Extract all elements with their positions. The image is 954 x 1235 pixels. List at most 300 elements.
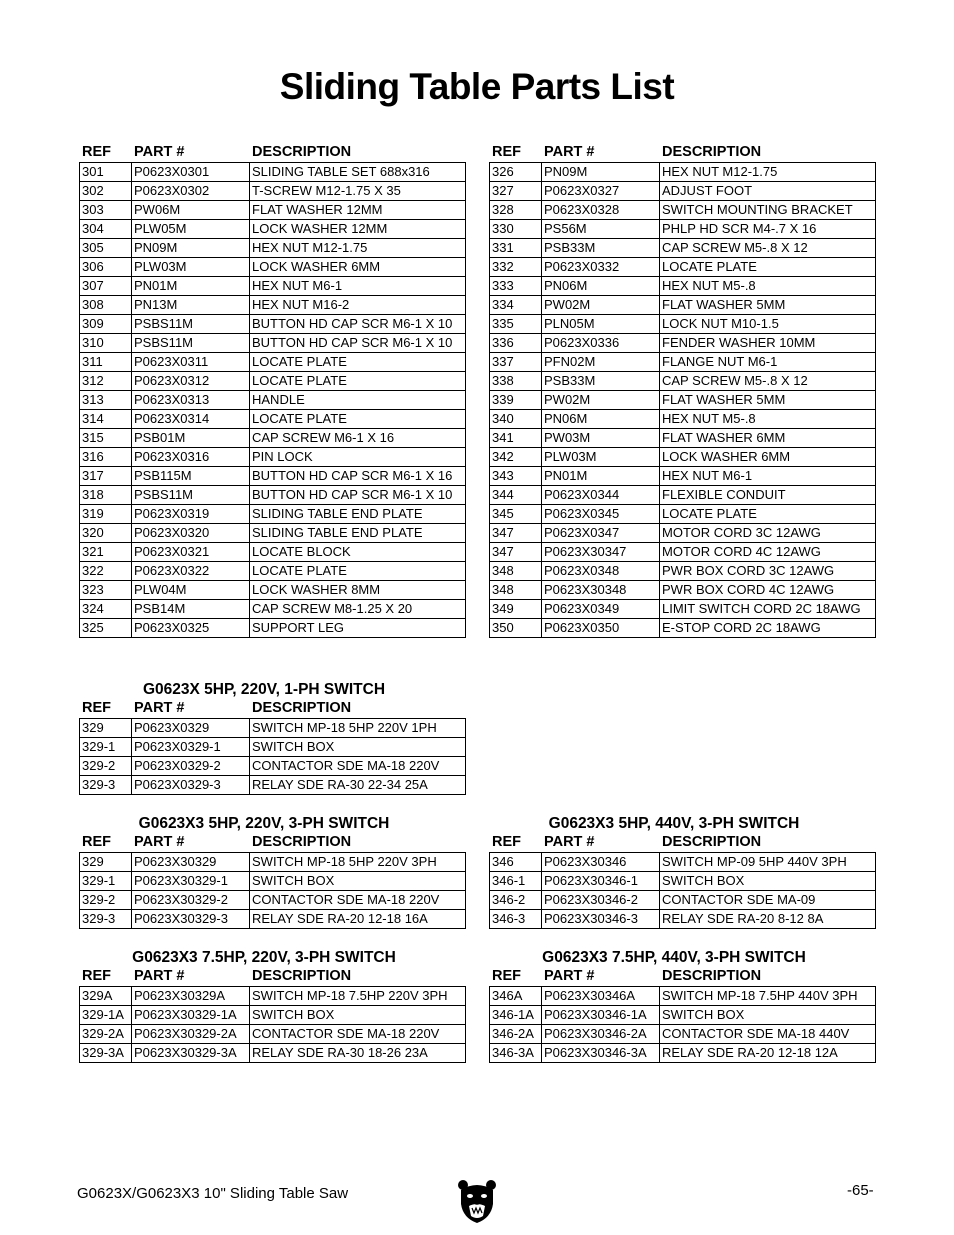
header-part: PART # (134, 144, 185, 160)
table-row (490, 910, 876, 929)
cell-part-number: P0623X0344 (542, 486, 660, 505)
table-row (490, 1025, 876, 1044)
header-description: DESCRIPTION (662, 968, 762, 984)
cell-ref: 329-1 (80, 738, 132, 757)
table-row (80, 910, 466, 929)
cell-ref: 348 (490, 562, 542, 581)
cell-ref: 307 (80, 277, 132, 296)
header-part: PART # (134, 968, 185, 984)
cell-description: SWITCH MP-18 5HP 220V 1PH (250, 719, 466, 738)
cell-ref: 327 (490, 182, 542, 201)
table-header (79, 143, 465, 162)
table-row (490, 201, 876, 220)
cell-description: LOCATE PLATE (660, 505, 876, 524)
cell-description: SWITCH MP-18 5HP 220V 3PH (250, 853, 466, 872)
cell-ref: 346-3 (490, 910, 542, 929)
cell-description: SWITCH BOX (660, 1006, 876, 1025)
cell-part-number: P0623X0311 (132, 353, 250, 372)
cell-description: PHLP HD SCR M4-.7 X 16 (660, 220, 876, 239)
table-row (490, 410, 876, 429)
cell-part-number: PN01M (132, 277, 250, 296)
cell-description: CONTACTOR SDE MA-18 220V (250, 1025, 466, 1044)
cell-part-number: PSBS11M (132, 315, 250, 334)
cell-ref: 337 (490, 353, 542, 372)
cell-ref: 338 (490, 372, 542, 391)
cell-ref: 325 (80, 619, 132, 638)
cell-ref: 301 (80, 163, 132, 182)
cell-ref: 324 (80, 600, 132, 619)
cell-description: CAP SCREW M5-.8 X 12 (660, 372, 876, 391)
cell-ref: 336 (490, 334, 542, 353)
switch-table-1ph-5hp-220v (79, 681, 465, 795)
cell-ref: 346-2A (490, 1025, 542, 1044)
cell-description: SWITCH MP-09 5HP 440V 3PH (660, 853, 876, 872)
cell-part-number: P0623X30346-1 (542, 872, 660, 891)
cell-part-number: P0623X0329-2 (132, 757, 250, 776)
cell-description: HANDLE (250, 391, 466, 410)
cell-description: BUTTON HD CAP SCR M6-1 X 10 (250, 334, 466, 353)
cell-description: CAP SCREW M5-.8 X 12 (660, 239, 876, 258)
table-row (80, 562, 466, 581)
cell-ref: 310 (80, 334, 132, 353)
table-row (490, 1006, 876, 1025)
cell-ref: 346-2 (490, 891, 542, 910)
table-row (490, 182, 876, 201)
cell-description: LOCATE PLATE (660, 258, 876, 277)
cell-part-number: PW03M (542, 429, 660, 448)
cell-ref: 329-3 (80, 910, 132, 929)
cell-ref: 329-3A (80, 1044, 132, 1063)
cell-description: CONTACTOR SDE MA-18 220V (250, 891, 466, 910)
table-row (490, 486, 876, 505)
cell-ref: 332 (490, 258, 542, 277)
cell-part-number: P0623X30346A (542, 987, 660, 1006)
cell-part-number: P0623X0325 (132, 619, 250, 638)
table-row (490, 872, 876, 891)
cell-description: HEX NUT M6-1 (250, 277, 466, 296)
cell-description: HEX NUT M6-1 (660, 467, 876, 486)
cell-description: LOCATE BLOCK (250, 543, 466, 562)
cell-ref: 331 (490, 239, 542, 258)
cell-part-number: P0623X30346 (542, 853, 660, 872)
cell-part-number: P0623X0349 (542, 600, 660, 619)
switch-table-3ph-5hp-440v (489, 815, 875, 929)
table-row (490, 163, 876, 182)
cell-part-number: P0623X30329 (132, 853, 250, 872)
cell-ref: 326 (490, 163, 542, 182)
header-part: PART # (134, 834, 185, 850)
cell-description: CAP SCREW M8-1.25 X 20 (250, 600, 466, 619)
cell-part-number: P0623X30346-2 (542, 891, 660, 910)
table-row (490, 562, 876, 581)
cell-ref: 329-1A (80, 1006, 132, 1025)
table-row (490, 334, 876, 353)
cell-part-number: PN01M (542, 467, 660, 486)
cell-part-number: PSB14M (132, 600, 250, 619)
cell-description: HEX NUT M5-.8 (660, 277, 876, 296)
cell-part-number: P0623X30329-2A (132, 1025, 250, 1044)
table-row (490, 239, 876, 258)
page-number: -65- (847, 1182, 874, 1199)
cell-ref: 329A (80, 987, 132, 1006)
table-row (490, 448, 876, 467)
cell-part-number: P0623X0329-3 (132, 776, 250, 795)
table-row (80, 757, 466, 776)
cell-ref: 308 (80, 296, 132, 315)
table-row (490, 353, 876, 372)
cell-part-number: P0623X0336 (542, 334, 660, 353)
cell-ref: 306 (80, 258, 132, 277)
header-description: DESCRIPTION (252, 834, 352, 850)
cell-ref: 302 (80, 182, 132, 201)
cell-description: LOCK WASHER 12MM (250, 220, 466, 239)
table-row (80, 619, 466, 638)
cell-description: FLAT WASHER 6MM (660, 429, 876, 448)
cell-description: SWITCH BOX (660, 872, 876, 891)
switch-table-title: G0623X3 7.5HP, 220V, 3-PH SWITCH (132, 949, 396, 966)
cell-part-number: PSBS11M (132, 334, 250, 353)
cell-part-number: P0623X30329-1 (132, 872, 250, 891)
cell-description: SWITCH MOUNTING BRACKET (660, 201, 876, 220)
cell-ref: 316 (80, 448, 132, 467)
cell-part-number: P0623X0321 (132, 543, 250, 562)
cell-part-number: PFN02M (542, 353, 660, 372)
cell-description: SUPPORT LEG (250, 619, 466, 638)
cell-part-number: P0623X0345 (542, 505, 660, 524)
table-row (80, 410, 466, 429)
cell-description: RELAY SDE RA-20 12-18 12A (660, 1044, 876, 1063)
cell-ref: 321 (80, 543, 132, 562)
cell-ref: 349 (490, 600, 542, 619)
cell-part-number: P0623X30346-3 (542, 910, 660, 929)
cell-ref: 347 (490, 543, 542, 562)
cell-ref: 318 (80, 486, 132, 505)
cell-description: ADJUST FOOT (660, 182, 876, 201)
cell-ref: 347 (490, 524, 542, 543)
table-row (490, 258, 876, 277)
cell-ref: 329-2A (80, 1025, 132, 1044)
cell-part-number: P0623X30346-2A (542, 1025, 660, 1044)
cell-description: LOCATE PLATE (250, 353, 466, 372)
table-row (80, 429, 466, 448)
cell-description: LOCK NUT M10-1.5 (660, 315, 876, 334)
cell-ref: 317 (80, 467, 132, 486)
cell-part-number: P0623X0328 (542, 201, 660, 220)
cell-description: SWITCH MP-18 7.5HP 440V 3PH (660, 987, 876, 1006)
cell-part-number: P0623X0347 (542, 524, 660, 543)
cell-part-number: P0623X0329-1 (132, 738, 250, 757)
cell-description: FLAT WASHER 12MM (250, 201, 466, 220)
cell-part-number: P0623X0322 (132, 562, 250, 581)
cell-description: FLAT WASHER 5MM (660, 296, 876, 315)
cell-part-number: PN13M (132, 296, 250, 315)
table-row (80, 738, 466, 757)
cell-part-number: PLW03M (542, 448, 660, 467)
cell-ref: 305 (80, 239, 132, 258)
table-row (80, 163, 466, 182)
cell-part-number: P0623X0329 (132, 719, 250, 738)
cell-description: SLIDING TABLE SET 688x316 (250, 163, 466, 182)
switch-table-3ph-7-5hp-220v (79, 949, 465, 1063)
cell-description: LOCATE PLATE (250, 410, 466, 429)
cell-ref: 314 (80, 410, 132, 429)
cell-ref: 322 (80, 562, 132, 581)
cell-ref: 319 (80, 505, 132, 524)
cell-part-number: P0623X30329-1A (132, 1006, 250, 1025)
header-ref: REF (82, 968, 111, 984)
cell-description: FLAT WASHER 5MM (660, 391, 876, 410)
header-ref: REF (492, 144, 521, 160)
cell-part-number: PLN05M (542, 315, 660, 334)
cell-description: HEX NUT M12-1.75 (660, 163, 876, 182)
cell-ref: 346-1A (490, 1006, 542, 1025)
parts-table-main-left (79, 143, 465, 638)
cell-ref: 343 (490, 467, 542, 486)
cell-part-number: PN06M (542, 410, 660, 429)
switch-table-title: G0623X3 5HP, 440V, 3-PH SWITCH (548, 815, 800, 832)
header-description: DESCRIPTION (252, 968, 352, 984)
cell-part-number: PLW05M (132, 220, 250, 239)
table-row (80, 201, 466, 220)
table-row (80, 239, 466, 258)
cell-part-number: PSBS11M (132, 486, 250, 505)
cell-description: SWITCH BOX (250, 1006, 466, 1025)
cell-part-number: P0623X30329-3A (132, 1044, 250, 1063)
cell-ref: 329-1 (80, 872, 132, 891)
table-row (490, 429, 876, 448)
header-part: PART # (544, 968, 595, 984)
table-row (490, 543, 876, 562)
cell-part-number: PN09M (132, 239, 250, 258)
cell-description: CONTACTOR SDE MA-18 440V (660, 1025, 876, 1044)
table-row (490, 1044, 876, 1063)
table-header (489, 143, 875, 162)
cell-description: RELAY SDE RA-20 12-18 16A (250, 910, 466, 929)
cell-ref: 348 (490, 581, 542, 600)
cell-description: PWR BOX CORD 3C 12AWG (660, 562, 876, 581)
cell-part-number: PSB33M (542, 239, 660, 258)
table-row (80, 891, 466, 910)
cell-part-number: P0623X30329-2 (132, 891, 250, 910)
bear-head-logo-icon (457, 1178, 497, 1224)
cell-ref: 323 (80, 581, 132, 600)
table-row (490, 600, 876, 619)
table-row (490, 987, 876, 1006)
cell-part-number: PW02M (542, 296, 660, 315)
cell-ref: 311 (80, 353, 132, 372)
table-row (490, 372, 876, 391)
cell-part-number: P0623X0327 (542, 182, 660, 201)
cell-part-number: PN06M (542, 277, 660, 296)
table-row (80, 776, 466, 795)
cell-ref: 328 (490, 201, 542, 220)
cell-description: LOCATE PLATE (250, 372, 466, 391)
header-part: PART # (134, 700, 185, 716)
table-row (80, 987, 466, 1006)
cell-description: BUTTON HD CAP SCR M6-1 X 16 (250, 467, 466, 486)
cell-part-number: PN09M (542, 163, 660, 182)
table-row (80, 1025, 466, 1044)
cell-ref: 329-2 (80, 757, 132, 776)
table-row (80, 296, 466, 315)
table-row (80, 448, 466, 467)
header-description: DESCRIPTION (252, 144, 352, 160)
table-row (490, 467, 876, 486)
cell-part-number: P0623X0332 (542, 258, 660, 277)
table-row (490, 315, 876, 334)
table-row (490, 853, 876, 872)
table-row (80, 1044, 466, 1063)
table-row (80, 467, 466, 486)
cell-description: LOCK WASHER 6MM (250, 258, 466, 277)
cell-part-number: PW06M (132, 201, 250, 220)
cell-ref: 320 (80, 524, 132, 543)
cell-description: CONTACTOR SDE MA-18 220V (250, 757, 466, 776)
cell-description: BUTTON HD CAP SCR M6-1 X 10 (250, 486, 466, 505)
cell-description: SLIDING TABLE END PLATE (250, 505, 466, 524)
cell-ref: 346-3A (490, 1044, 542, 1063)
cell-description: FLANGE NUT M6-1 (660, 353, 876, 372)
header-ref: REF (492, 834, 521, 850)
table-header (489, 833, 875, 852)
cell-part-number: PLW03M (132, 258, 250, 277)
table-row (80, 334, 466, 353)
cell-description: RELAY SDE RA-30 22-34 25A (250, 776, 466, 795)
header-part: PART # (544, 834, 595, 850)
cell-part-number: PLW04M (132, 581, 250, 600)
table-row (80, 258, 466, 277)
header-ref: REF (82, 700, 111, 716)
cell-description: SLIDING TABLE END PLATE (250, 524, 466, 543)
cell-description: SWITCH MP-18 7.5HP 220V 3PH (250, 987, 466, 1006)
cell-part-number: PSB33M (542, 372, 660, 391)
cell-part-number: PS56M (542, 220, 660, 239)
header-description: DESCRIPTION (252, 700, 352, 716)
cell-part-number: P0623X30346-1A (542, 1006, 660, 1025)
cell-description: LIMIT SWITCH CORD 2C 18AWG (660, 600, 876, 619)
cell-ref: 312 (80, 372, 132, 391)
table-row (80, 277, 466, 296)
cell-ref: 344 (490, 486, 542, 505)
table-row (80, 853, 466, 872)
cell-ref: 329 (80, 853, 132, 872)
cell-description: LOCK WASHER 8MM (250, 581, 466, 600)
table-row (80, 372, 466, 391)
cell-part-number: P0623X0312 (132, 372, 250, 391)
header-description: DESCRIPTION (662, 144, 762, 160)
cell-part-number: P0623X0348 (542, 562, 660, 581)
cell-ref: 339 (490, 391, 542, 410)
header-ref: REF (82, 144, 111, 160)
header-ref: REF (492, 968, 521, 984)
cell-part-number: PSB01M (132, 429, 250, 448)
cell-description: RELAY SDE RA-30 18-26 23A (250, 1044, 466, 1063)
table-row (490, 524, 876, 543)
cell-part-number: P0623X0302 (132, 182, 250, 201)
table-row (490, 296, 876, 315)
cell-ref: 304 (80, 220, 132, 239)
table-header (489, 967, 875, 986)
cell-description: MOTOR CORD 3C 12AWG (660, 524, 876, 543)
cell-description: SWITCH BOX (250, 738, 466, 757)
table-row (80, 524, 466, 543)
cell-ref: 303 (80, 201, 132, 220)
cell-ref: 340 (490, 410, 542, 429)
cell-ref: 329 (80, 719, 132, 738)
cell-description: PIN LOCK (250, 448, 466, 467)
switch-table-3ph-5hp-220v (79, 815, 465, 929)
cell-ref: 350 (490, 619, 542, 638)
table-row (80, 600, 466, 619)
header-ref: REF (82, 834, 111, 850)
cell-description: T-SCREW M12-1.75 X 35 (250, 182, 466, 201)
table-row (80, 182, 466, 201)
table-row (80, 872, 466, 891)
table-row (490, 581, 876, 600)
table-row (80, 505, 466, 524)
cell-part-number: PW02M (542, 391, 660, 410)
page-title: Sliding Table Parts List (279, 66, 675, 107)
cell-ref: 330 (490, 220, 542, 239)
table-header (79, 967, 465, 986)
cell-description: MOTOR CORD 4C 12AWG (660, 543, 876, 562)
cell-ref: 345 (490, 505, 542, 524)
switch-table-title: G0623X 5HP, 220V, 1-PH SWITCH (142, 681, 386, 698)
table-row (490, 391, 876, 410)
cell-part-number: P0623X30348 (542, 581, 660, 600)
table-row (490, 277, 876, 296)
table-row (490, 891, 876, 910)
switch-table-title: G0623X3 5HP, 220V, 3-PH SWITCH (138, 815, 390, 832)
cell-part-number: P0623X30346-3A (542, 1044, 660, 1063)
cell-description: SWITCH BOX (250, 872, 466, 891)
cell-description: PWR BOX CORD 4C 12AWG (660, 581, 876, 600)
header-part: PART # (544, 144, 595, 160)
cell-ref: 329-3 (80, 776, 132, 795)
table-row (80, 315, 466, 334)
cell-part-number: PSB115M (132, 467, 250, 486)
cell-ref: 334 (490, 296, 542, 315)
switch-table-3ph-7-5hp-440v (489, 949, 875, 1063)
header-description: DESCRIPTION (662, 834, 762, 850)
switch-table-title: G0623X3 7.5HP, 440V, 3-PH SWITCH (542, 949, 806, 966)
table-row (80, 1006, 466, 1025)
table-row (80, 486, 466, 505)
cell-description: E-STOP CORD 2C 18AWG (660, 619, 876, 638)
cell-ref: 346-1 (490, 872, 542, 891)
cell-part-number: P0623X30347 (542, 543, 660, 562)
cell-description: LOCATE PLATE (250, 562, 466, 581)
cell-ref: 342 (490, 448, 542, 467)
cell-description: HEX NUT M16-2 (250, 296, 466, 315)
footer-model-name: G0623X/G0623X3 10" Sliding Table Saw (77, 1185, 349, 1202)
cell-description: CAP SCREW M6-1 X 16 (250, 429, 466, 448)
cell-part-number: P0623X0319 (132, 505, 250, 524)
table-header (79, 833, 465, 852)
cell-part-number: P0623X30329A (132, 987, 250, 1006)
cell-part-number: P0623X0320 (132, 524, 250, 543)
table-row (80, 581, 466, 600)
cell-description: LOCK WASHER 6MM (660, 448, 876, 467)
cell-ref: 341 (490, 429, 542, 448)
cell-part-number: P0623X0314 (132, 410, 250, 429)
table-row (490, 505, 876, 524)
cell-part-number: P0623X30329-3 (132, 910, 250, 929)
cell-ref: 313 (80, 391, 132, 410)
cell-part-number: P0623X0350 (542, 619, 660, 638)
parts-table-main-right (489, 143, 875, 638)
cell-ref: 333 (490, 277, 542, 296)
